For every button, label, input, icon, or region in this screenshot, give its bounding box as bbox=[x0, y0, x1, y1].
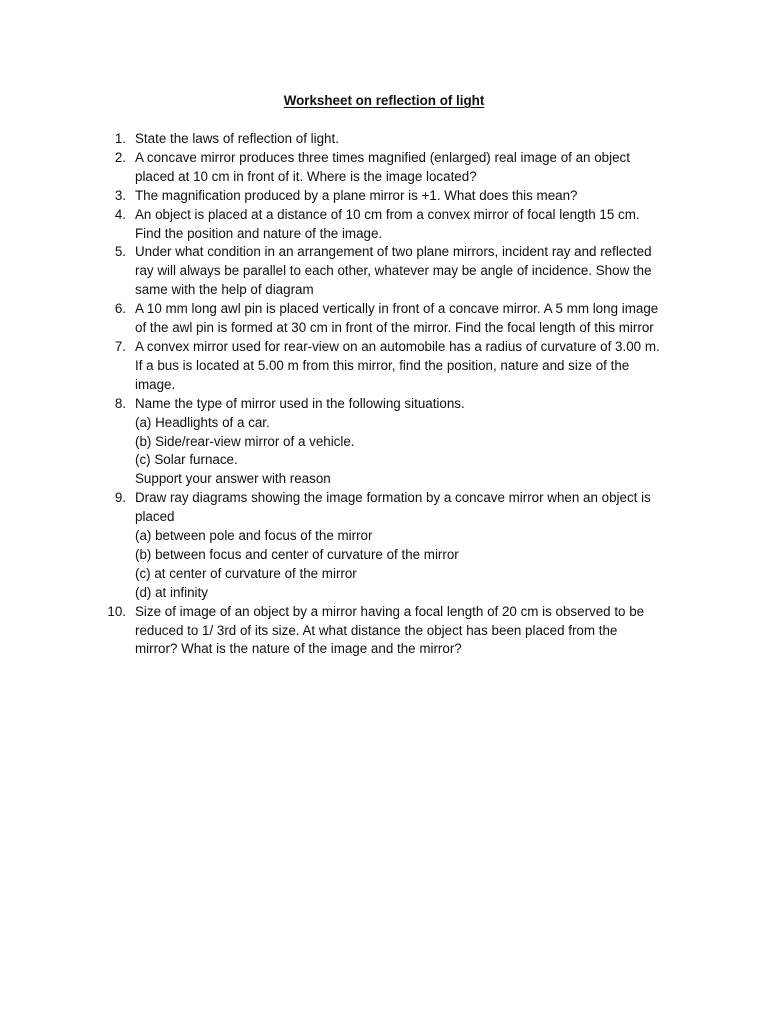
question-line: Draw ray diagrams showing the image formation by a concave mirror when an object is bbox=[135, 490, 651, 506]
question-line: Support your answer with reason bbox=[135, 471, 331, 487]
question-10 bbox=[104, 603, 684, 660]
question-number: 5. bbox=[114, 244, 126, 260]
question-option: (d) at infinity bbox=[135, 584, 208, 600]
question-line: Under what condition in an arrangement of two plane mirrors, incident ray and reflected bbox=[135, 244, 652, 260]
question-number: 2. bbox=[114, 149, 126, 165]
question-line: If a bus is located at 5.00 m from this mirror, find the position, nature and size of the bbox=[135, 357, 630, 373]
question-8 bbox=[104, 395, 684, 490]
question-number: 6. bbox=[114, 301, 126, 317]
question-line: placed at 10 cm in front of it. Where is the image located? bbox=[135, 168, 477, 184]
question-line: State the laws of reflection of light. bbox=[135, 131, 339, 146]
question-option: (b) Side/rear-view mirror of a vehicle. bbox=[135, 433, 355, 449]
question-line: A convex mirror used for rear-view on an automobile has a radius of curvature of 3.00 m. bbox=[135, 338, 660, 354]
question-7 bbox=[104, 338, 684, 395]
question-line: An object is placed at a distance of 10 cm from a convex mirror of focal length 15 cm. bbox=[135, 206, 640, 222]
question-number: 3. bbox=[114, 187, 126, 203]
question-option: (b) between focus and center of curvature of the mirror bbox=[135, 546, 459, 562]
question-9 bbox=[104, 489, 684, 602]
question-number: 9. bbox=[114, 490, 126, 506]
question-line: reduced to 1/ 3rd of its size. At what distance the object has been placed from the bbox=[135, 622, 618, 638]
question-option: (c) Solar furnace. bbox=[135, 452, 238, 468]
question-number: 4. bbox=[114, 206, 126, 222]
question-line: ray will always be parallel to each other, whatever may be angle of incidence. Show the bbox=[135, 263, 652, 279]
question-1 bbox=[104, 130, 684, 149]
question-line: Name the type of mirror used in the following situations. bbox=[135, 395, 465, 411]
question-line: Size of image of an object by a mirror having a focal length of 20 cm is observed to be bbox=[135, 603, 645, 619]
question-line: mirror? What is the nature of the image and the mirror? bbox=[135, 641, 462, 657]
question-6 bbox=[104, 300, 684, 338]
question-number: 7. bbox=[114, 338, 126, 354]
question-5 bbox=[104, 243, 684, 300]
question-line: same with the help of diagram bbox=[135, 282, 314, 298]
question-number: 8. bbox=[114, 395, 126, 411]
question-4 bbox=[104, 206, 684, 244]
question-2 bbox=[104, 149, 684, 187]
question-line: placed bbox=[135, 509, 175, 525]
question-list bbox=[104, 130, 684, 659]
question-line: A 10 mm long awl pin is placed vertically in front of a concave mirror. A 5 mm long image bbox=[135, 301, 659, 317]
question-number: 10. bbox=[107, 603, 126, 619]
question-line: image. bbox=[135, 376, 176, 392]
worksheet-title: Worksheet on reflection of light bbox=[283, 93, 485, 108]
question-3 bbox=[104, 187, 684, 206]
question-line: A concave mirror produces three times magnified (enlarged) real image of an object bbox=[135, 149, 630, 165]
question-number: 1. bbox=[114, 131, 126, 146]
question-option: (a) between pole and focus of the mirror bbox=[135, 528, 373, 544]
question-line: The magnification produced by a plane mirror is +1. What does this mean? bbox=[135, 187, 578, 203]
question-option: (c) at center of curvature of the mirror bbox=[135, 565, 357, 581]
question-line: Find the position and nature of the image. bbox=[135, 225, 383, 241]
question-line: of the awl pin is formed at 30 cm in front of the mirror. Find the focal length of this mirror bbox=[135, 320, 654, 336]
question-option: (a) Headlights of a car. bbox=[135, 414, 270, 430]
